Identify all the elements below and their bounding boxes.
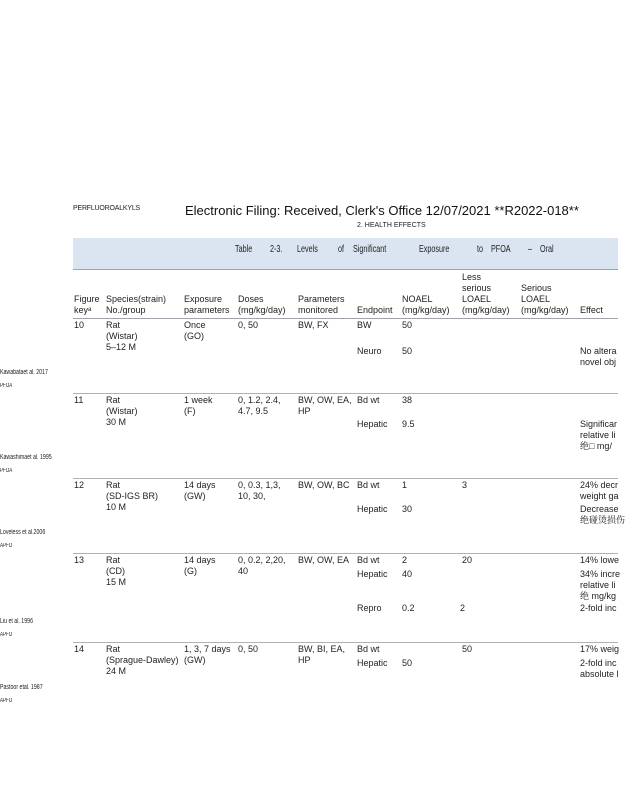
reference-citation: Liu et al. 1996 xyxy=(0,618,33,625)
doses-cell: 0, 1.2, 2.4, 4.7, 9.5 xyxy=(238,395,281,416)
species-cell: Rat (SD-IGS BR) 10 M xyxy=(106,480,159,512)
chemical-form: APFO xyxy=(0,698,13,704)
column-header-endpoint: Endpoint xyxy=(357,305,393,315)
column-header-species: Species(strain) No./group xyxy=(106,294,167,315)
doses-cell: 0, 50 xyxy=(238,644,259,654)
table-title-word: of xyxy=(338,244,345,255)
chemical-form: APFO xyxy=(0,543,13,549)
table-title-word: Table xyxy=(235,244,253,255)
effect-cell: No altera novel obj xyxy=(580,346,617,367)
exposure-cell: 1 week (F) xyxy=(184,395,213,416)
figure-key: 10 xyxy=(74,320,85,330)
noael-cell: 50 xyxy=(402,346,413,356)
row-divider xyxy=(73,478,618,479)
noael-cell: 50 xyxy=(402,658,413,668)
table-title-word: PFOA xyxy=(491,244,511,255)
column-header-effect: Effect xyxy=(580,305,603,315)
reference-citation: Kawashimaet al. 1995 xyxy=(0,454,52,461)
noael-cell: 40 xyxy=(402,569,413,579)
exposure-cell: 1, 3, 7 days (GW) xyxy=(184,644,231,665)
noael-cell: 1 xyxy=(402,480,408,490)
endpoint-cell: Hepatic xyxy=(357,504,388,514)
filing-stamp: Electronic Filing: Received, Clerk's Office 12/07/2021 **R2022-018** xyxy=(185,203,579,218)
figure-key: 12 xyxy=(74,480,85,490)
effect-cell: 14% lowe xyxy=(580,555,620,565)
table-top-rule xyxy=(73,269,618,270)
endpoint-cell: Bd wt xyxy=(357,480,380,490)
noael-cell: 0.2 xyxy=(402,603,415,613)
chemical-form: APFO xyxy=(0,632,13,638)
endpoint-cell: BW xyxy=(357,320,372,330)
column-header-serious: Serious LOAEL (mg/kg/day) xyxy=(521,283,569,315)
parameters-cell: BW, BI, EA, HP xyxy=(298,644,346,665)
column-header-less: Less serious LOAEL (mg/kg/day) xyxy=(462,272,510,315)
less-serious-loael-cell: 50 xyxy=(462,644,473,654)
reference-citation: Kawabataet al. 2017 xyxy=(0,369,48,376)
column-header-noael: NOAEL (mg/kg/day) xyxy=(402,294,450,315)
table-title-word: Significant xyxy=(353,244,387,255)
row-divider xyxy=(73,393,618,394)
reference-citation: Loveless et al.2006 xyxy=(0,529,46,536)
noael-cell: 30 xyxy=(402,504,413,514)
table-title-word: Oral xyxy=(540,244,554,255)
exposure-cell: 14 days (GW) xyxy=(184,480,216,501)
chemical-form: PFOA xyxy=(0,383,13,389)
figure-key: 11 xyxy=(74,395,84,405)
table-title-word: Levels xyxy=(297,244,318,255)
column-header-doses: Doses (mg/kg/day) xyxy=(238,294,286,315)
parameters-cell: BW, OW, BC xyxy=(298,480,350,490)
noael-cell: 38 xyxy=(402,395,413,405)
parameters-cell: BW, FX xyxy=(298,320,329,330)
column-header-figure: Figure keyᵃ xyxy=(74,294,100,315)
column-header-parameters: Parameters monitored xyxy=(298,294,345,315)
doses-cell: 0, 50 xyxy=(238,320,259,330)
table-title-word: 2-3. xyxy=(270,244,283,255)
parameters-cell: BW, OW, EA xyxy=(298,555,350,565)
endpoint-cell: Repro xyxy=(357,603,382,613)
table-title-word: Exposure xyxy=(419,244,450,255)
endpoint-cell: Bd wt xyxy=(357,644,380,654)
doses-cell: 0, 0.3, 1,3, 10, 30, xyxy=(238,480,281,501)
effect-cell: Decrease 绝碰烫损伤 xyxy=(580,504,625,525)
noael-cell: 2 xyxy=(402,555,408,565)
chemical-form: PFOA xyxy=(0,468,13,474)
table-title-band xyxy=(73,238,618,269)
endpoint-cell: Neuro xyxy=(357,346,382,356)
exposure-cell: Once (GO) xyxy=(184,320,206,341)
species-cell: Rat (Wistar) 5–12 M xyxy=(106,320,138,352)
parameters-cell: BW, OW, EA, HP xyxy=(298,395,352,416)
figure-key: 14 xyxy=(74,644,85,654)
endpoint-cell: Bd wt xyxy=(357,395,380,405)
species-cell: Rat (CD) 15 M xyxy=(106,555,127,587)
row-divider xyxy=(73,553,618,554)
effect-cell: 24% decr weight ga xyxy=(580,480,619,501)
species-cell: Rat (Wistar) 30 M xyxy=(106,395,138,427)
effect-cell: 2-fold inc absolute l xyxy=(580,658,619,679)
reference-citation: Pastoor etal. 1987 xyxy=(0,684,43,691)
chapter-header: PERFLUOROALKYLS xyxy=(73,205,141,212)
endpoint-cell: Hepatic xyxy=(357,419,388,429)
less-serious-loael-cell: 3 xyxy=(462,480,468,490)
less-serious-loael-cell: 20 xyxy=(462,555,473,565)
row-divider xyxy=(73,642,618,643)
column-header-exposure: Exposure parameters xyxy=(184,294,230,315)
less-serious-loael-cell: 2 xyxy=(460,603,466,613)
species-cell: Rat (Sprague-Dawley) 24 M xyxy=(106,644,179,676)
table-title-word: – xyxy=(528,244,533,255)
doses-cell: 0, 0.2, 2,20, 40 xyxy=(238,555,286,576)
noael-cell: 50 xyxy=(402,320,413,330)
figure-key: 13 xyxy=(74,555,85,565)
header-rule xyxy=(73,318,618,319)
section-header: 2. HEALTH EFFECTS xyxy=(357,222,426,229)
endpoint-cell: Hepatic xyxy=(357,658,388,668)
effect-cell: 34% incre relative li 绝 mg/kg xyxy=(580,569,621,601)
noael-cell: 9.5 xyxy=(402,419,415,429)
table-title-word: to xyxy=(477,244,484,255)
effect-cell: 17% weig xyxy=(580,644,620,654)
effect-cell: 2-fold inc xyxy=(580,603,617,613)
endpoint-cell: Hepatic xyxy=(357,569,388,579)
endpoint-cell: Bd wt xyxy=(357,555,380,565)
effect-cell: Significar relative li 绝□ mg/ xyxy=(580,419,618,451)
exposure-cell: 14 days (G) xyxy=(184,555,216,576)
